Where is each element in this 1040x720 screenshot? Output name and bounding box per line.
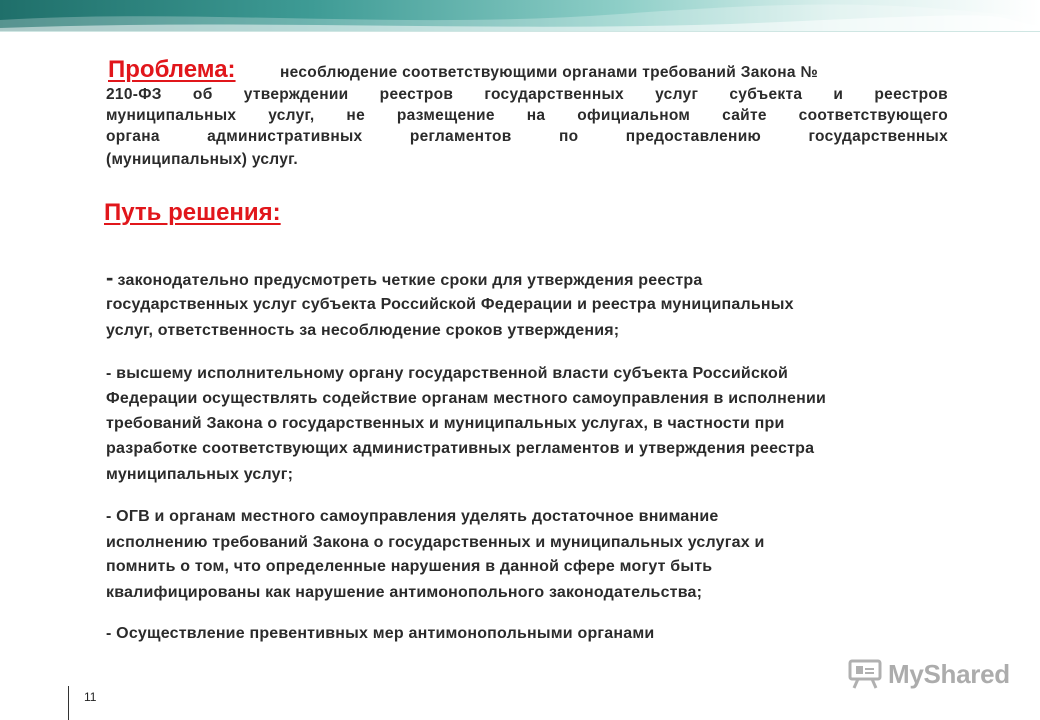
page-number-divider (68, 686, 69, 720)
solution-item-3-line-4: квалифицированы как нарушение антимонопольного законодательства; (106, 584, 703, 601)
solution-item-2-line-4: разработке соответствующих административных регламентов и утверждения реестра (106, 440, 815, 457)
solution-item-1-line-2: государственных услуг субъекта Российской Федерации и реестра муниципальных (106, 296, 794, 313)
problem-line-5: (муниципальных) услуг. (106, 151, 298, 168)
problem-line-4: органа административных регламентов по предоставлению государственных (106, 128, 948, 145)
solution-item-3-line-2: исполнению требований Закона о государственных и муниципальных услугах и (106, 534, 765, 551)
solution-item-2-line-1: - высшему исполнительному органу государственной власти субъекта Российской (106, 365, 789, 382)
problem-line-3: муниципальных услуг, не размещение на официальном сайте соответствующего (106, 107, 948, 124)
solution-item-2-line-5: муниципальных услуг; (106, 466, 294, 483)
solution-item-4-line-1: - Осуществление превентивных мер антимонопольными органами (106, 625, 655, 642)
problem-heading: Проблема: (108, 56, 236, 83)
solution-item-2-line-3: требований Закона о государственных и муниципальных услугах, в частности при (106, 415, 785, 432)
bullet-dash: - (106, 265, 114, 290)
solution-heading: Путь решения: (104, 199, 281, 226)
top-banner (0, 0, 1040, 32)
solution-item-1-line-3: услуг, ответственность за несоблюдение сроков утверждения; (106, 322, 620, 339)
solution-item-1-line-1 (106, 265, 948, 291)
banner-wave-decoration (0, 0, 1040, 32)
page-number: 11 (84, 690, 97, 704)
problem-line-1: несоблюдение соответствующими органами требований Закона № (280, 64, 819, 81)
solution-item-3-line-3: помнить о том, что определенные нарушения в данной сфере могут быть (106, 558, 713, 575)
watermark-logo (848, 656, 1010, 692)
solution-item-2-line-2: Федерации осуществлять содействие органам местного самоуправления в исполнении (106, 390, 827, 407)
problem-line-2: 210-ФЗ об утверждении реестров государственных услуг субъекта и реестров (106, 86, 948, 103)
presentation-board-icon (848, 659, 882, 689)
watermark-text: MyShared (888, 658, 1010, 689)
solution-item-3-line-1: - ОГВ и органам местного самоуправления уделять достаточное внимание (106, 508, 719, 525)
solution-item-1-text: законодательно предусмотреть четкие сроки для утверждения реестра (117, 272, 703, 289)
